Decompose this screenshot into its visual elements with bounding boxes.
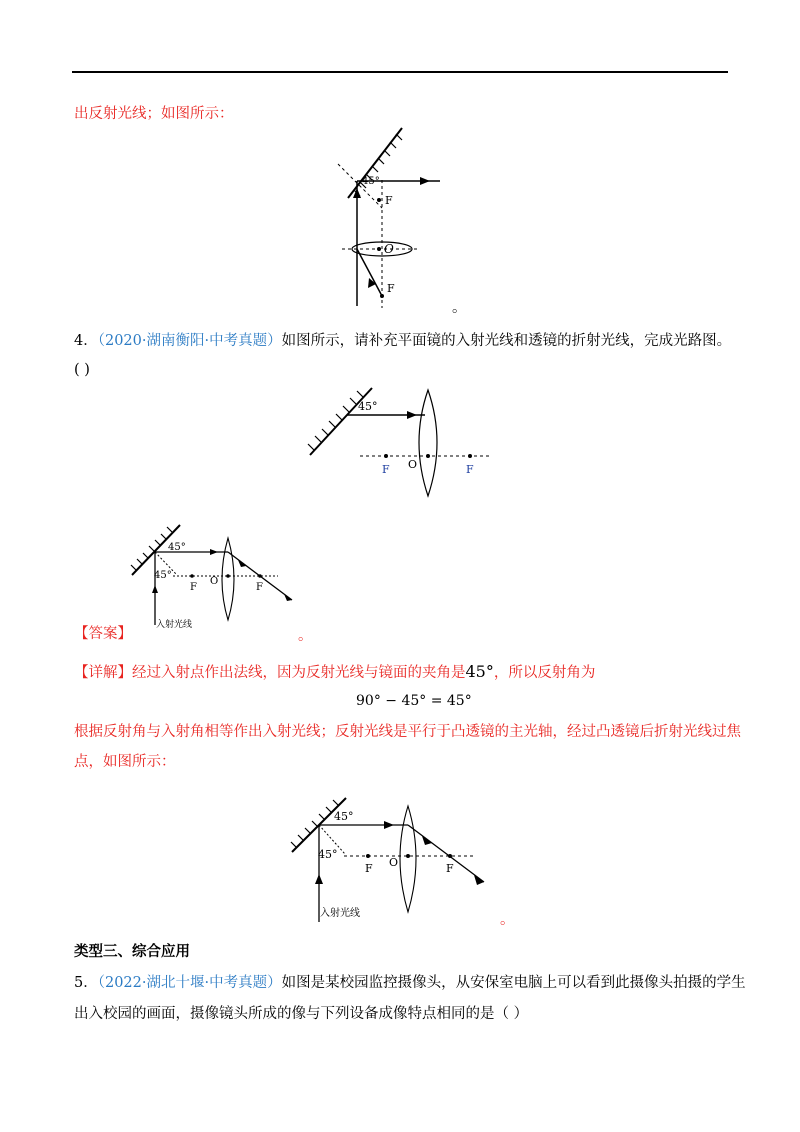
detail-angle: 45° xyxy=(465,662,494,681)
fig1-o-label: O xyxy=(384,242,394,256)
detail-para2-line2: 点，如图所示： xyxy=(74,754,176,770)
fig4-f-label-right: F xyxy=(446,862,454,875)
fig4-period: 。 xyxy=(500,912,515,928)
q5-line2: 出入校园的画面，摄像镜头所成的像与下列设备成像特点相同的是（ ） xyxy=(74,1006,529,1022)
answer-label: 【答案】 xyxy=(74,626,132,642)
fig4-angle-label-2: 45° xyxy=(318,848,338,861)
detail-para2-line1: 根据反射角与入射角相等作出入射光线；反射光线是平行于凸透镜的主光轴，经过凸透镜后折射光线过焦 xyxy=(74,724,741,740)
header-rule xyxy=(72,71,728,73)
intro-text: 出反射光线；如图所示： xyxy=(74,106,234,122)
section-3-heading: 类型三、综合应用 xyxy=(74,943,190,960)
q5-line1 xyxy=(74,973,746,993)
fig2-f-label-left: F xyxy=(382,463,390,476)
q5-text-1: 如图是某校园监控摄像头，从安保室电脑上可以看到此摄像头拍摄的学生 xyxy=(281,975,746,991)
q5-number: 5． xyxy=(74,975,98,991)
q4-text: 如图所示，请补充平面镜的入射光线和透镜的折射光线，完成光路图。 xyxy=(281,333,732,349)
q4-line xyxy=(74,331,731,351)
answer-period: 。 xyxy=(298,628,313,644)
detail-label: 【详解】 xyxy=(74,665,132,681)
fig3-f-label-left: F xyxy=(190,582,197,593)
fig4-o-label: O xyxy=(389,856,399,869)
detail-text1: 经过入射点作出法线，因为反射光线与镜面的夹角是 xyxy=(132,665,466,681)
q4-blank: ( ) xyxy=(74,362,90,378)
figure-4-detail xyxy=(288,794,508,924)
fig4-ray-label: 入射光线 xyxy=(320,908,360,919)
fig1-angle-label: 45° xyxy=(362,176,380,187)
detail-formula: 90° − 45° = 45° xyxy=(356,693,472,709)
fig1-f-label-2: F xyxy=(387,282,395,295)
fig2-o-label: O xyxy=(408,458,418,471)
fig1-period: 。 xyxy=(452,300,467,316)
fig4-f-label-left: F xyxy=(365,862,373,875)
detail-text2: ，所以反射角为 xyxy=(493,665,596,681)
fig3-f-label-right: F xyxy=(256,582,263,593)
fig1-f-label: F xyxy=(385,194,393,207)
fig3-o-label: O xyxy=(210,576,219,587)
fig2-angle-label: 45° xyxy=(358,400,378,413)
fig4-angle-label: 45° xyxy=(334,810,354,823)
figure-3-answer xyxy=(128,520,308,630)
detail-line xyxy=(74,662,595,683)
q4-number: 4． xyxy=(74,333,98,349)
fig3-angle-label-2: 45° xyxy=(154,570,172,581)
q4-source: （2020·湖南衡阳·中考真题） xyxy=(97,333,282,349)
figure-1-mirror-lens xyxy=(320,118,480,318)
fig2-f-label-right: F xyxy=(466,463,474,476)
q5-source: （2022·湖北十堰·中考真题） xyxy=(97,975,282,991)
figure-2-question xyxy=(300,380,500,500)
fig3-angle-label: 45° xyxy=(168,542,186,553)
fig3-ray-label: 入射光线 xyxy=(156,620,193,630)
